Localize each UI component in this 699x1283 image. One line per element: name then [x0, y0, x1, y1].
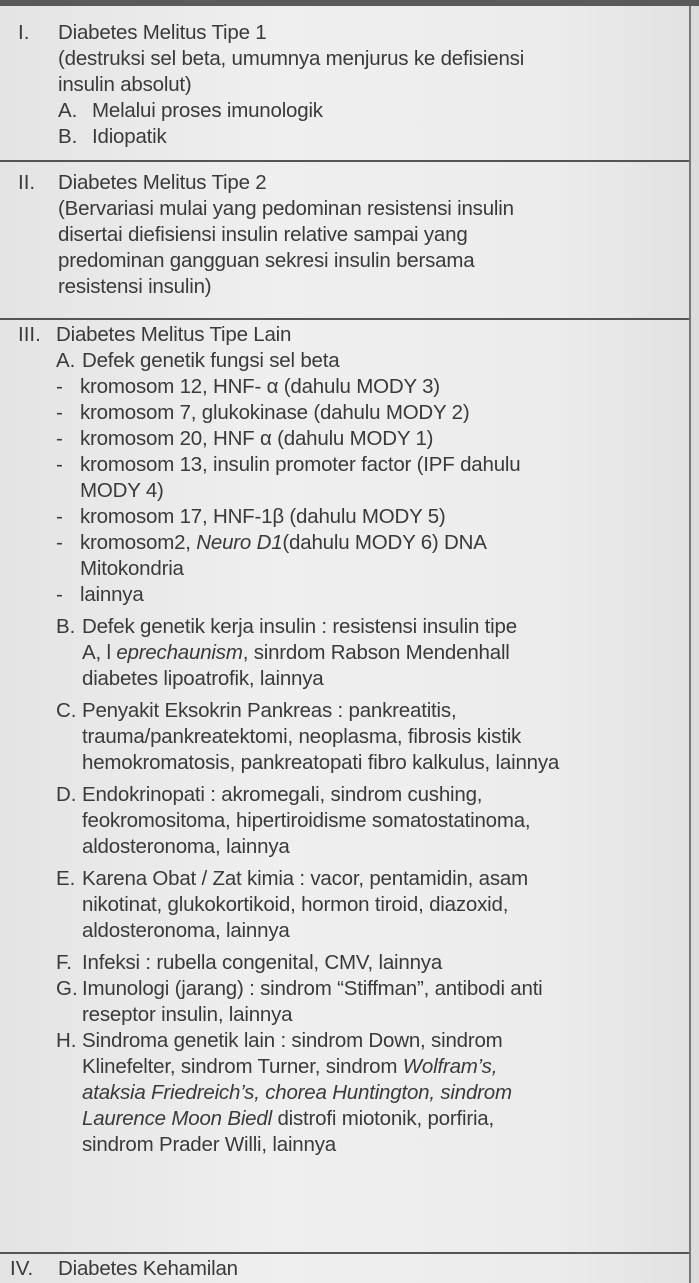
item-letter: B.	[56, 615, 76, 638]
section-type-other: III. Diabetes Melitus Tipe Lain A. Defek genetik fungsi sel beta - kromosom 12, HNF- α (dahulu MODY 3) - kromosom 7, glukokinase (dahulu MODY 2) - kromosom 20, HNF α (dahulu MODY 1) - kromosom 13, insulin promoter factor (IPF dahulu MODY 4) - kromosom 17, HNF-1β (dahulu MODY 5) - kromosom2, Neuro D1(dahulu MODY 6) DNA Mitokondria - lainnya B. Defek genetik kerja insulin : resistensi insulin tipe A, l eprechaunism, sinrdom Rabson Mendenhall diabetes lipoatrofik, lainnya C. Penyakit Eksokrin Pankreas : pankreatitis, trauma/pankreatektomi, neoplasma, fibrosis kistik hemokromatosis, pankreatopati fibro kalkulus, lainnya D. Endokrinopati : akromegali, sindrom cushing, feokromositoma, hipertiroidisme somatostatinoma, aldosteronoma, lainnya E. Karena Obat / Zat kimia : vacor, pentamidin, asam nikotinat, glukokortikoid, hormon tiroid, diazoxid, aldosteronoma, lainnya F. Infeksi : rubella congenital, CMV, lainnya G. Imunologi (jarang) : sindrom “Stiffman”, antibodi anti reseptor insulin, lainnya H. Sindroma genetik lain : sindrom Down, sindrom Klinefelter, sindrom Turner, sindrom Wolfram’s, ataksia Friedreich’s, chorea Huntington, sindrom Laurence Moon Biedl distrofi miotonik, porfiria, sindrom Prader Willi, lainnya	[0, 320, 689, 1162]
section-type-1	[0, 0, 689, 162]
section-type-2	[0, 162, 689, 320]
section-title: Diabetes Melitus Tipe 1	[58, 21, 267, 44]
section-desc: (destruksi sel beta, umumnya menjurus ke defisiensi	[58, 47, 525, 70]
dash-item: kromosom 7, glukokinase (dahulu MODY 2)	[80, 401, 470, 424]
item-text: Infeksi : rubella congenital, CMV, lainnya	[82, 951, 443, 974]
dash-item: kromosom2, Neuro D1(dahulu MODY 6) DNA	[80, 531, 487, 554]
section-gestational	[0, 1252, 689, 1282]
section-desc: predominan gangguan sekresi insulin bersama	[58, 249, 475, 272]
dash-item-cont: MODY 4)	[80, 479, 164, 502]
section-title: Diabetes Melitus Tipe 2	[58, 171, 267, 194]
item-text: trauma/pankreatektomi, neoplasma, fibrosis kistik	[82, 725, 522, 748]
item-text: ataksia Friedreich’s, chorea Huntington, sindrom	[82, 1081, 512, 1104]
item-text: feokromositoma, hipertiroidisme somatostatinoma,	[82, 809, 531, 832]
dash-item: kromosom 17, HNF-1β (dahulu MODY 5)	[80, 505, 446, 528]
item-text: nikotinat, glukokortikoid, hormon tiroid, diazoxid,	[82, 893, 509, 916]
item-letter: G.	[56, 977, 78, 1000]
section-desc: insulin absolut)	[58, 73, 192, 96]
item-text: Defek genetik kerja insulin : resistensi insulin tipe	[82, 615, 517, 638]
item-text: hemokromatosis, pankreatopati fibro kalkulus, lainnya	[82, 751, 560, 774]
item-letter: A.	[56, 349, 76, 372]
item-letter: H.	[56, 1029, 77, 1052]
item-text: Sindroma genetik lain : sindrom Down, sindrom	[82, 1029, 503, 1052]
dash-item: kromosom 12, HNF- α (dahulu MODY 3)	[80, 375, 440, 398]
item-text: Klinefelter, sindrom Turner, sindrom Wolfram’s,	[82, 1055, 498, 1078]
item-letter: F.	[56, 951, 72, 974]
item-text: Endokrinopati : akromegali, sindrom cushing,	[82, 783, 483, 806]
dash-item: kromosom 20, HNF α (dahulu MODY 1)	[80, 427, 434, 450]
item-letter: B.	[58, 125, 78, 148]
item-text: Karena Obat / Zat kimia : vacor, pentamidin, asam	[82, 867, 528, 890]
item-letter: C.	[56, 699, 77, 722]
section-number: IV.	[10, 1257, 34, 1280]
item-text: Idiopatik	[92, 125, 167, 148]
item-letter: E.	[56, 867, 76, 890]
item-text: Laurence Moon Biedl distrofi miotonik, porfiria,	[82, 1107, 495, 1130]
section-title: Diabetes Melitus Tipe Lain	[56, 323, 292, 346]
dash-item: kromosom 13, insulin promoter factor (IPF dahulu	[80, 453, 521, 476]
dash-item: lainnya	[80, 583, 144, 606]
section-number: II.	[18, 171, 36, 194]
section-desc: (Bervariasi mulai yang pedominan resistensi insulin	[58, 197, 514, 220]
item-text: aldosteronoma, lainnya	[82, 835, 290, 858]
section-desc: resistensi insulin)	[58, 275, 212, 298]
dash-item-cont: Mitokondria	[80, 557, 184, 580]
item-text: Defek genetik fungsi sel beta	[82, 349, 340, 372]
item-text: sindrom Prader Willi, lainnya	[82, 1133, 336, 1156]
section-number: I.	[18, 21, 30, 44]
item-text: reseptor insulin, lainnya	[82, 1003, 293, 1026]
item-text: Imunologi (jarang) : sindrom “Stiffman”, antibodi anti	[82, 977, 543, 1000]
section-title: Diabetes Kehamilan	[58, 1257, 238, 1280]
item-text: Penyakit Eksokrin Pankreas : pankreatitis,	[82, 699, 457, 722]
item-text: diabetes lipoatrofik, lainnya	[82, 667, 324, 690]
item-letter: D.	[56, 783, 77, 806]
section-number: III.	[18, 323, 41, 346]
item-text: Melalui proses imunologik	[92, 99, 323, 122]
item-text: aldosteronoma, lainnya	[82, 919, 290, 942]
item-text: A, l eprechaunism, sinrdom Rabson Mendenhall	[82, 641, 510, 664]
section-desc: disertai diefisiensi insulin relative sampai yang	[58, 223, 468, 246]
item-letter: A.	[58, 99, 78, 122]
